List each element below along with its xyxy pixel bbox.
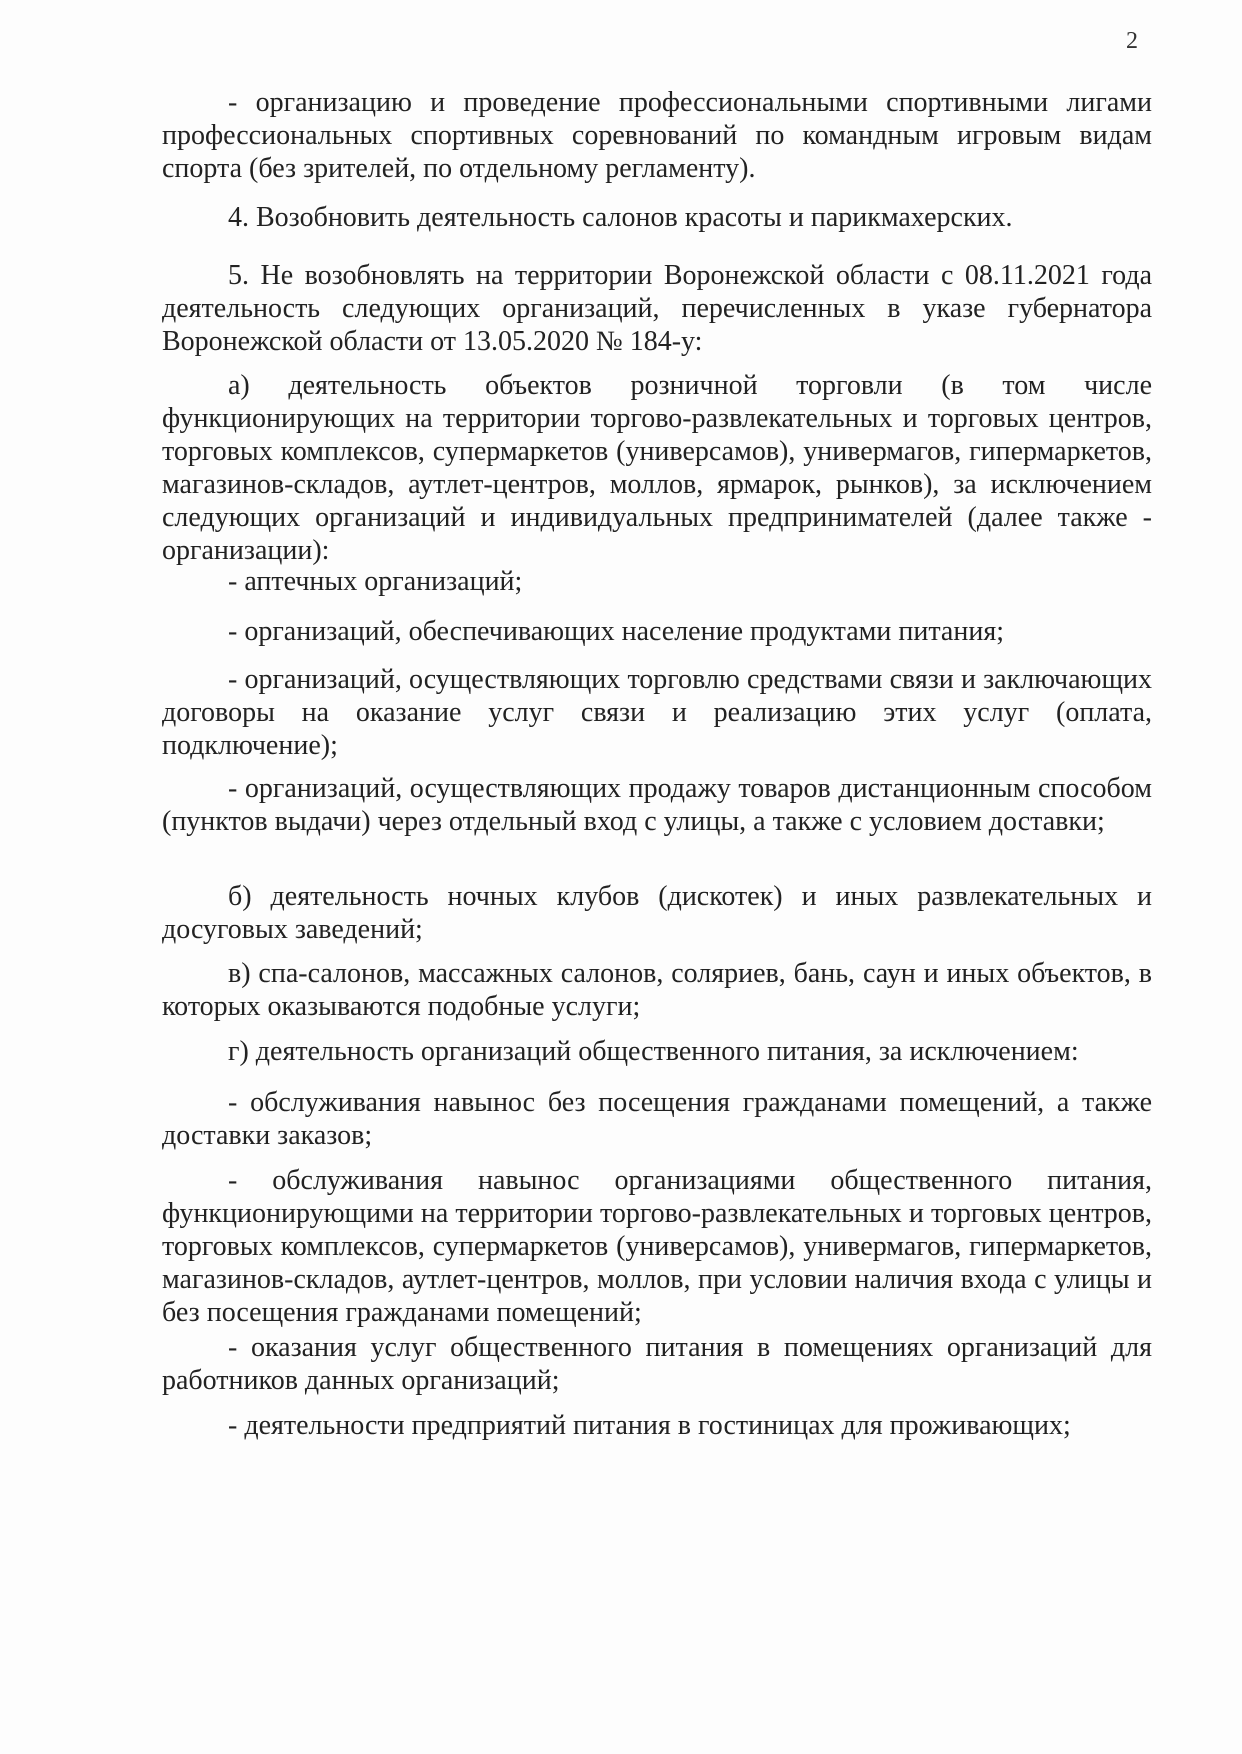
paragraph-sports-leagues: - организацию и проведение профессиональными спортивными лигами профессиональных спортивных соревнований по командным игровым видам спорта (без зрителей, по отдельному регламенту). [162, 87, 1152, 184]
paragraph-item-b: б) деятельность ночных клубов (дискотек) и иных развлекательных и досуговых заведений; [162, 881, 1152, 945]
paragraph-food-supply: - организаций, обеспечивающих население продуктами питания; [228, 616, 1004, 647]
paragraph-takeaway: - обслуживания навынос без посещения гражданами помещений, а также доставки заказов; [162, 1087, 1152, 1151]
paragraph-item-g: г) деятельность организаций общественного питания, за исключением: [228, 1036, 1079, 1067]
paragraph-item-a: а) деятельность объектов розничной торговли (в том числе функционирующих на территории торгово-развлекательных и торговых центров, торговых комплексов, супермаркетов (универсамов), универмагов, гипермаркетов, магазинов-складов, аутлет-центров, моллов, ярмарок, рынков), за исключением следующих организаций и индивидуальных предпринимателей (далее также - организации): [162, 370, 1152, 566]
paragraph-staff-catering: - оказания услуг общественного питания в помещениях организаций для работников данных организаций; [162, 1332, 1152, 1396]
paragraph-pharmacies: - аптечных организаций; [228, 566, 523, 597]
paragraph-communications: - организаций, осуществляющих торговлю средствами связи и заключающих договоры на оказание услуг связи и реализацию этих услуг (оплата, подключение); [162, 664, 1152, 761]
paragraph-item-5: 5. Не возобновлять на территории Воронежской области с 08.11.2021 года деятельность следующих организаций, перечисленных в указе губернатора Воронежской области от 13.05.2020 № 184-у: [162, 260, 1152, 357]
paragraph-item-4: 4. Возобновить деятельность салонов красоты и парикмахерских. [228, 202, 1013, 233]
paragraph-hotel-catering: - деятельности предприятий питания в гостиницах для проживающих; [228, 1410, 1071, 1441]
paragraph-item-v: в) спа-салонов, массажных салонов, соляриев, бань, саун и иных объектов, в которых оказываются подобные услуги; [162, 958, 1152, 1022]
page-number: 2 [1126, 28, 1138, 54]
paragraph-remote-sales: - организаций, осуществляющих продажу товаров дистанционным способом (пунктов выдачи) через отдельный вход с улицы, а также с условием доставки; [162, 773, 1152, 837]
paragraph-takeaway-centers: - обслуживания навынос организациями общественного питания, функционирующими на территории торгово-развлекательных и торговых центров, торговых комплексов, супермаркетов (универсамов), универмагов, гипермаркетов, магазинов-складов, аутлет-центров, моллов, при условии наличия входа с улицы и без посещения гражданами помещений; [162, 1165, 1152, 1328]
